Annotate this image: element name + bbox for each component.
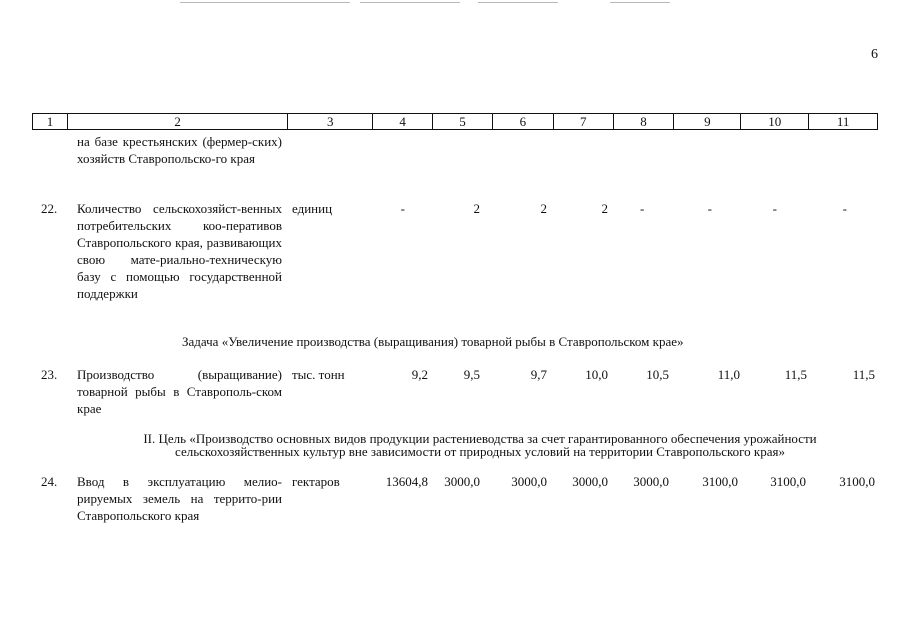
- row-description: Ввод в эксплуатацию мелио-рируемых земель на террито-рии Ставропольского края: [77, 474, 282, 523]
- column-header: 4: [372, 114, 432, 129]
- value-cell: 10,5: [646, 367, 669, 382]
- column-header: 8: [613, 114, 674, 129]
- page-number: 6: [871, 47, 878, 62]
- value-cell: -: [772, 201, 777, 216]
- goal-heading-line1: II. Цель «Производство основных видов продукции растениеводства за счет гарантированного обеспечения урожайности: [143, 431, 817, 446]
- column-header: 9: [673, 114, 740, 129]
- value-cell: 2: [540, 201, 547, 216]
- column-header: 3: [287, 114, 372, 129]
- value-cell: 2: [601, 201, 608, 216]
- goal-heading-line2: сельскохозяйственных культур вне зависимости от природных условий на территории Ставропольского края»: [175, 444, 785, 459]
- value-cell: 2: [473, 201, 480, 216]
- row-number: 23.: [41, 367, 58, 382]
- scan-artifact-line: [180, 2, 350, 3]
- column-header: 5: [432, 114, 492, 129]
- scan-artifact-line: [478, 2, 558, 3]
- value-cell: 3100,0: [702, 474, 738, 489]
- column-header: 2: [67, 114, 287, 129]
- value-cell: 11,0: [717, 367, 740, 382]
- column-header: 1: [46, 114, 54, 129]
- value-cell: -: [842, 201, 847, 216]
- value-cell: -: [640, 201, 645, 216]
- continued-row-description: на базе крестьянских (фермер-ских) хозяйств Ставропольско-го края: [77, 134, 282, 166]
- value-cell: 3000,0: [572, 474, 608, 489]
- column-header: 7: [553, 114, 613, 129]
- scan-artifact-line: [610, 2, 670, 3]
- table-column-header-row: [32, 113, 878, 130]
- value-cell: -: [707, 201, 712, 216]
- row-number: 22.: [41, 201, 58, 216]
- row-number: 24.: [41, 474, 58, 489]
- value-cell: 9,2: [411, 367, 428, 382]
- value-cell: 3000,0: [511, 474, 547, 489]
- value-cell: 9,7: [530, 367, 547, 382]
- value-cell: -: [400, 201, 405, 216]
- value-cell: 3100,0: [839, 474, 875, 489]
- row-unit: гектаров: [292, 474, 340, 489]
- value-cell: 3100,0: [770, 474, 806, 489]
- row-unit: единиц: [292, 201, 333, 216]
- value-cell: 11,5: [784, 367, 807, 382]
- scan-artifact-line: [360, 2, 460, 3]
- row-description: Количество сельскохозяйст-венных потребительских коо-перативов Ставропольского края, развивающих свою мате-риально-техническую базу с помощью государственной поддержки: [77, 201, 282, 301]
- value-cell: 11,5: [852, 367, 875, 382]
- task-heading: Задача «Увеличение производства (выращивания) товарной рыбы в Ставропольском крае»: [182, 334, 684, 349]
- value-cell: 3000,0: [633, 474, 669, 489]
- value-cell: 13604,8: [385, 474, 428, 489]
- value-cell: 9,5: [463, 367, 480, 382]
- column-header: 10: [740, 114, 808, 129]
- value-cell: 10,0: [585, 367, 608, 382]
- column-header: 11: [808, 114, 877, 129]
- value-cell: 3000,0: [444, 474, 480, 489]
- column-header: 6: [492, 114, 553, 129]
- row-description: Производство (выращивание) товарной рыбы в Ставрополь-ском крае: [77, 367, 282, 416]
- row-unit: тыс. тонн: [292, 367, 345, 382]
